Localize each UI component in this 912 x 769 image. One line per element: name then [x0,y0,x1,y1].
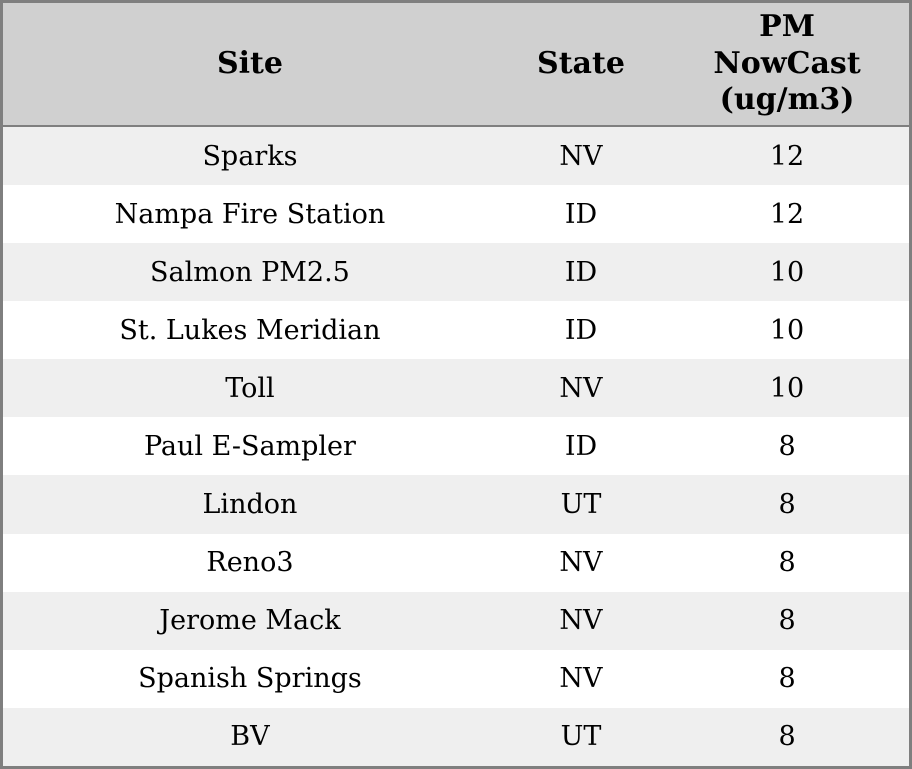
table-header [2,2,911,127]
state-cell: UT [560,489,602,521]
table-row [2,708,911,768]
state-cell: NV [559,605,603,637]
state-cell: NV [559,663,603,695]
column-header-site [2,2,497,127]
pm-nowcast-cell: 10 [769,314,805,346]
table-row [2,243,911,301]
table-row [2,417,911,475]
state-cell: UT [560,721,602,753]
site-cell: Spanish Springs [138,663,362,695]
table-row [2,185,911,243]
pm-nowcast-cell: 10 [769,372,805,404]
column-header-site-label: Site [216,45,283,81]
site-cell: Toll [225,372,275,404]
state-cell: ID [564,198,598,230]
state-cell: ID [564,256,598,288]
table-row [2,301,911,359]
pm-nowcast-cell: 10 [769,256,805,288]
state-cell: ID [564,314,598,346]
site-cell: Nampa Fire Station [114,198,386,230]
site-cell: Lindon [202,489,298,521]
pm-nowcast-cell: 12 [769,198,805,230]
state-cell: NV [559,547,603,579]
pm-nowcast-cell: 12 [769,140,805,172]
table-row [2,534,911,592]
table-row [2,650,911,708]
table-row [2,592,911,650]
site-cell: BV [230,721,270,753]
state-cell: ID [564,430,598,462]
pm-nowcast-cell: 8 [778,663,796,695]
site-cell: Sparks [202,140,298,172]
pm-nowcast-cell: 8 [778,605,796,637]
pm-nowcast-cell: 8 [778,430,796,462]
table-row [2,359,911,417]
site-cell: Paul E-Sampler [143,430,356,462]
pm-nowcast-cell: 8 [778,489,796,521]
table-row [2,126,911,185]
site-cell: Salmon PM2.5 [150,256,350,288]
column-header-pm-nowcast-label: PM NowCast (ug/m3) [713,9,861,118]
state-cell: NV [559,372,603,404]
pm-nowcast-cell: 8 [778,547,796,579]
table-body [2,126,911,768]
pm-nowcast-cell: 8 [778,721,796,753]
column-header-pm-nowcast [665,2,910,127]
column-header-state-label: State [537,45,625,81]
site-cell: Jerome Mack [159,605,341,637]
header-row [2,2,911,127]
state-cell: NV [559,140,603,172]
site-cell: Reno3 [206,547,294,579]
table-row [2,475,911,533]
site-cell: St. Lukes Meridian [119,314,381,346]
column-header-state [497,2,665,127]
